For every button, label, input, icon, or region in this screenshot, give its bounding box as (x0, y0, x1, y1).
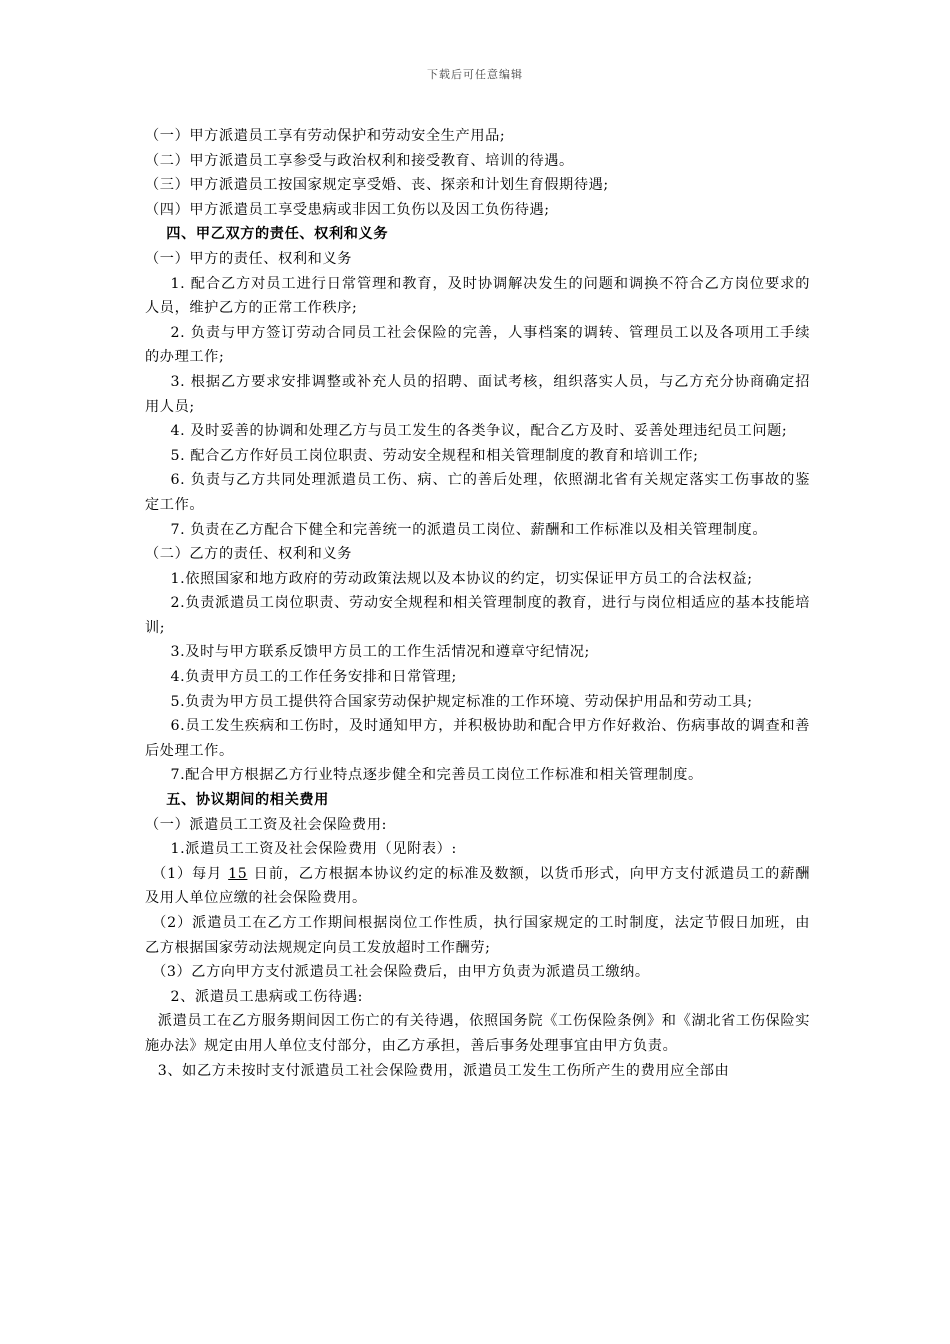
paragraph: 3、如乙方未按时支付派遣员工社会保险费用，派遣员工发生工伤所产生的费用应全部由 (157, 1062, 730, 1079)
text-run: （1）每月 (152, 865, 223, 882)
section-heading: 四、甲乙双方的责任、权利和义务 (166, 226, 389, 243)
paragraph: 6. 负责与乙方共同处理派遣员工伤、病、亡的善后处理，依照湖北省有关规定落实工伤事故的鉴定工作。 (145, 472, 810, 513)
document-body (145, 124, 810, 1083)
paragraph: 7. 负责在乙方配合下健全和完善统一的派遣员工岗位、薪酬和工作标准以及相关管理制度。 (170, 521, 768, 538)
paragraph: 1. 配合乙方对员工进行日常管理和教育，及时协调解决发生的问题和调换不符合乙方岗位要求的人员，维护乙方的正常工作秩序; (145, 275, 810, 317)
subsection-heading: （一）派遣员工工资及社会保险费用: (145, 816, 387, 833)
paragraph: 5. 配合乙方作好员工岗位职责、劳动安全规程和相关管理制度的教育和培训工作; (170, 447, 699, 464)
paragraph: 1.依照国家和地方政府的劳动政策法规以及本协议的约定，切实保证甲方员工的合法权益; (170, 570, 753, 587)
paragraph: 7.配合甲方根据乙方行业特点逐步健全和完善员工岗位工作标准和相关管理制度。 (170, 767, 703, 784)
paragraph: 3. 根据乙方要求安排调整或补充人员的招聘、面试考核，组织落实人员，与乙方充分协商确定招用人员; (145, 373, 810, 415)
subsection-heading: （一）甲方的责任、权利和义务 (145, 250, 353, 267)
paragraph (145, 862, 810, 911)
paragraph: （二）甲方派遣员工享参受与政治权利和接受教育、培训的待遇。 (145, 152, 574, 169)
paragraph: 4.负责甲方员工的工作任务安排和日常管理; (170, 669, 457, 686)
subsection-heading: （二）乙方的责任、权利和义务 (145, 546, 353, 563)
paragraph: 3.及时与甲方联系反馈甲方员工的工作生活情况和遵章守纪情况; (170, 644, 590, 661)
paragraph: 2.负责派遣员工岗位职责、劳动安全规程和相关管理制度的教育，进行与岗位相适应的基本技能培训; (145, 595, 810, 636)
paragraph: 5.负责为甲方员工提供符合国家劳动保护规定标准的工作环境、劳动保护用品和劳动工具; (170, 693, 753, 710)
section-heading: 五、协议期间的相关费用 (166, 792, 329, 809)
paragraph: （3）乙方向甲方支付派遣员工社会保险费后，由甲方负责为派遣员工缴纳。 (152, 964, 650, 981)
paragraph: 6.员工发生疾病和工伤时，及时通知甲方，并积极协助和配合甲方作好救治、伤病事故的调查和善后处理工作。 (145, 718, 810, 759)
page-header-note: 下载后可任意编辑 (427, 68, 523, 81)
paragraph: 4. 及时妥善的协调和处理乙方与员工发生的各类争议，配合乙方及时、妥善处理违纪员工问题; (170, 423, 788, 440)
paragraph: 2、派遣员工患病或工伤待遇: (170, 988, 364, 1005)
paragraph: （一）甲方派遣员工享有劳动保护和劳动安全生产用品; (145, 128, 506, 144)
text-run: 日前，乙方根据本协议约定的标准及数额，以货币形式，向甲方支付派遣员工的薪酬及用人单位应缴的社会保险费用。 (145, 865, 811, 907)
paragraph: （四）甲方派遣员工享受患病或非因工负伤以及因工负伤待遇; (145, 201, 550, 218)
paragraph: （2）派遣员工在乙方工作期间根据岗位工作性质，执行国家规定的工时制度，法定节假日加班，由乙方根据国家劳动法规规定向员工发放超时工作酬劳; (145, 915, 810, 956)
payment-day-value: 15 (228, 865, 248, 882)
paragraph: 1.派遣员工工资及社会保险费用（见附表）: (170, 841, 457, 858)
paragraph: 派遣员工在乙方服务期间因工伤亡的有关待遇，依照国务院《工伤保险条例》和《湖北省工伤保险实施办法》规定由用人单位支付部分，由乙方承担，善后事务处理事宜由甲方负责。 (145, 1013, 810, 1054)
paragraph: 2. 负责与甲方签订劳动合同员工社会保险的完善，人事档案的调转、管理员工以及各项用工手续的办理工作; (145, 324, 810, 366)
paragraph: （三）甲方派遣员工按国家规定享受婚、丧、探亲和计划生育假期待遇; (145, 177, 609, 194)
